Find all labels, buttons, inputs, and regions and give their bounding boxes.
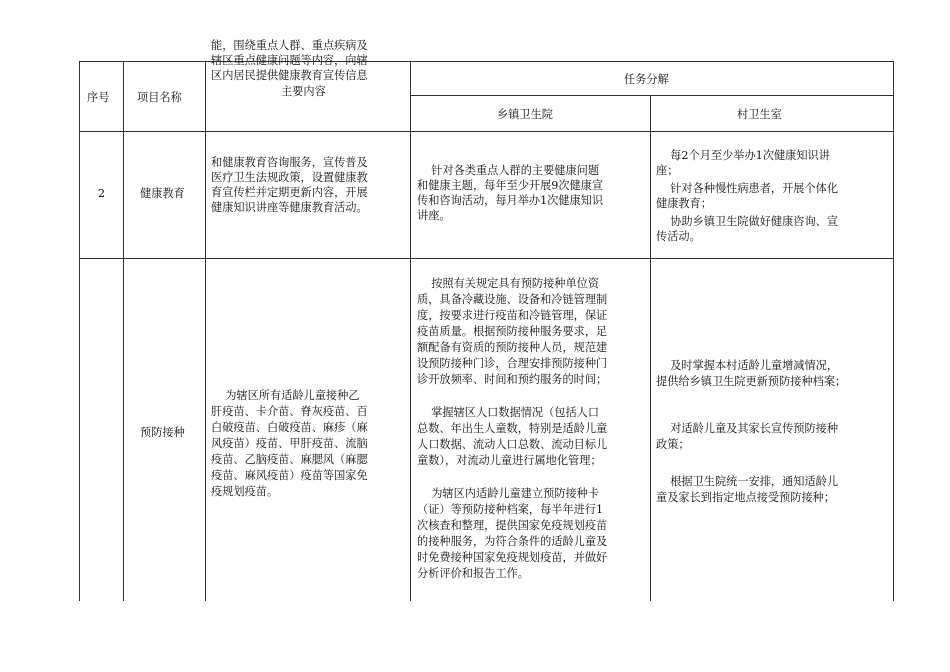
village-line: 童及家长到指定地点接受预防接种； xyxy=(656,491,836,504)
task-subheader-border xyxy=(410,95,893,96)
col-divider-name xyxy=(205,61,206,601)
village-line: 健康教育； xyxy=(656,197,712,210)
village-line: 提供给乡镇卫生院更新预防接种档案； xyxy=(656,375,847,388)
township-line: 掌握辖区人口数据情况（包括人口 xyxy=(417,406,600,419)
header-task-label: 任务分解 xyxy=(624,73,669,86)
header-bottom-border xyxy=(79,131,893,132)
township-line: 设预防接种门诊，合理安排预防接种门 xyxy=(417,357,608,370)
content-line: 健康知识讲座等健康教育活动。 xyxy=(211,201,368,214)
row-project-name: 预防接种 xyxy=(140,426,185,439)
row-project-name: 健康教育 xyxy=(140,187,185,200)
township-line: 度，按要求进行疫苗和冷链管理，保证 xyxy=(417,309,608,322)
table-left-border xyxy=(79,61,80,601)
township-line: 诊开放频率、时间和预约服务的时间； xyxy=(417,373,608,386)
township-line: 时免费接种国家免疫规划疫苗，并做好 xyxy=(417,551,608,564)
village-line: 协助乡镇卫生院做好健康咨询、宣 xyxy=(656,215,839,228)
township-line: 次核查和整理，提供国家免疫规划疫苗 xyxy=(417,519,608,532)
content-line: 风疫苗）疫苗、甲肝疫苗、流脑 xyxy=(211,437,368,450)
content-line: 肝疫苗、卡介苗、脊灰疫苗、百 xyxy=(211,405,368,418)
township-line: 人口数据、流动人口总数、流动目标儿 xyxy=(417,438,608,451)
township-line: 为辖区内适龄儿童建立预防接种卡 xyxy=(417,487,600,500)
table-top-border xyxy=(79,61,893,62)
content-line: 和健康教育咨询服务，宣传普及 xyxy=(211,156,368,169)
township-line: 按照有关规定具有预防接种单位资 xyxy=(417,277,600,290)
header-village-label: 村卫生室 xyxy=(737,108,782,121)
row-divider xyxy=(79,258,893,259)
township-line: 讲座。 xyxy=(417,209,451,222)
content-line: 白破疫苗、白破疫苗、麻疹（麻 xyxy=(211,421,368,434)
village-line: 对适龄儿童及其家长宣传预防接种 xyxy=(656,422,839,435)
header-seq-label: 序号 xyxy=(87,91,110,104)
village-line: 及时掌握本村适龄儿童增减情况， xyxy=(656,359,839,372)
header-overflow-line-3: 区内居民提供健康教育宣传信息 xyxy=(211,69,368,82)
township-line: 和健康主题，每年至少开展9次健康宣 xyxy=(417,179,604,192)
header-content-label: 主要内容 xyxy=(281,85,326,98)
village-line: 根据卫生院统一安排，通知适龄儿 xyxy=(656,475,839,488)
col-divider-task xyxy=(650,95,651,601)
header-overflow-line-1: 能，围绕重点人群、重点疾病及 xyxy=(211,39,368,52)
township-line: 分析评价和报告工作。 xyxy=(417,567,529,580)
content-line: 医疗卫生法规政策，设置健康教 xyxy=(211,171,368,184)
village-line: 每2个月至少举办1次健康知识讲 xyxy=(656,149,830,162)
township-line: 质，具备冷藏设施、设备和冷链管理制 xyxy=(417,293,608,306)
township-line: 的接种服务，为符合条件的适龄儿童及 xyxy=(417,535,608,548)
content-line: 疫苗、乙脑疫苗、麻腮风（麻腮 xyxy=(211,453,368,466)
township-line: 童数），对流动儿童进行属地化管理； xyxy=(417,454,602,467)
village-line: 针对各种慢性病患者，开展个体化 xyxy=(656,182,839,195)
village-line: 座； xyxy=(656,164,679,177)
township-line: 传和咨询活动，每月举办1次健康知识 xyxy=(417,194,604,207)
content-line: 疫规划疫苗。 xyxy=(211,485,279,498)
col-divider-content xyxy=(410,61,411,601)
township-line: 总数、年出生人童数，特别是适龄儿童 xyxy=(417,422,608,435)
header-township-label: 乡镇卫生院 xyxy=(497,108,553,121)
table-right-border xyxy=(893,61,894,601)
header-project-label: 项目名称 xyxy=(137,91,182,104)
village-line: 政策； xyxy=(656,438,690,451)
village-line: 传活动。 xyxy=(656,230,701,243)
header-overflow-line-2: 辖区重点健康问题等内容，向辖 xyxy=(211,54,368,67)
township-line: （证）等预防接种档案，每半年进行1 xyxy=(417,503,604,516)
township-line: 疫苗质量。根据预防接种服务要求，足 xyxy=(417,325,608,338)
content-line: 疫苗、麻风疫苗）疫苗等国家免 xyxy=(211,469,368,482)
col-divider-seq xyxy=(123,61,124,601)
row-seq: 2 xyxy=(98,187,106,200)
content-line: 育宣传栏并定期更新内容，开展 xyxy=(211,186,368,199)
content-line: 为辖区所有适龄儿童接种乙 xyxy=(211,389,360,402)
township-line: 额配备有资质的预防接种人员，规范建 xyxy=(417,341,608,354)
township-line: 针对各类重点人群的主要健康问题 xyxy=(417,164,600,177)
